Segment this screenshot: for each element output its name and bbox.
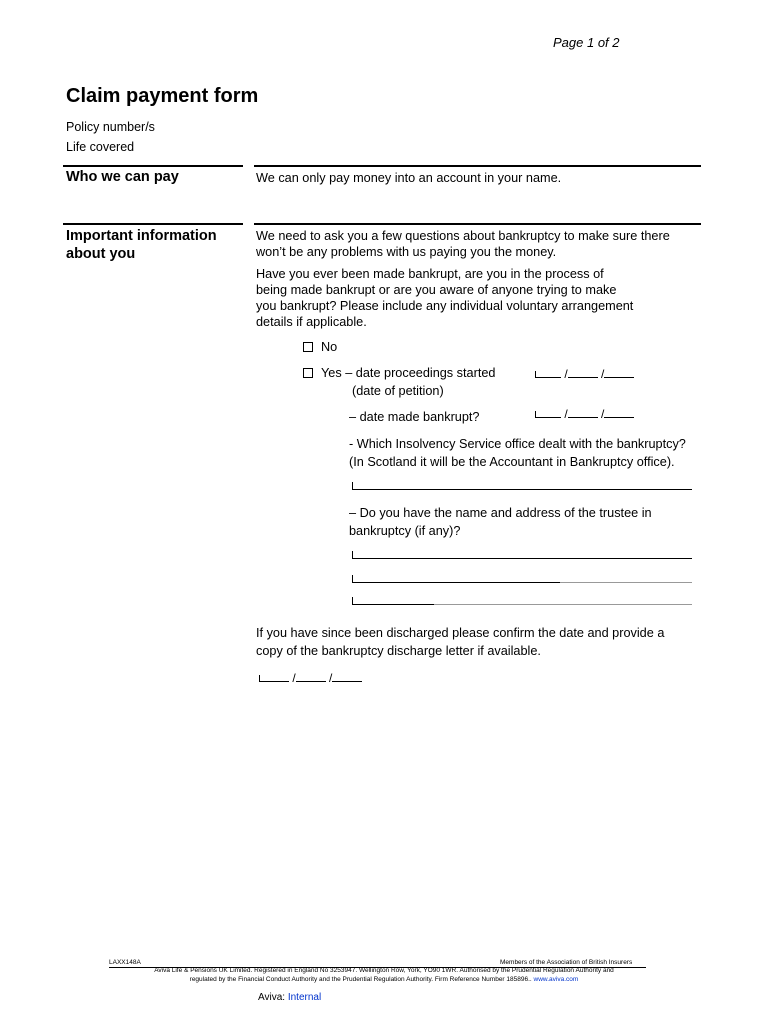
insolvency-line: (In Scotland it will be the Accountant in Bankruptcy office). bbox=[349, 455, 675, 469]
question-line: Have you ever been made bankrupt, are you in the process of bbox=[256, 267, 604, 281]
date-of-petition-label: (date of petition) bbox=[352, 384, 444, 398]
answer-tick bbox=[352, 551, 353, 558]
section-rule-right bbox=[254, 165, 701, 167]
classification-label: Aviva: bbox=[258, 992, 286, 1003]
year-segment[interactable] bbox=[604, 367, 634, 378]
bankruptcy-intro bbox=[256, 228, 670, 260]
option-no[interactable] bbox=[303, 339, 337, 355]
no-checkbox[interactable] bbox=[303, 342, 313, 352]
trustee-answer-line-2-ext bbox=[560, 582, 692, 583]
answer-tick bbox=[352, 482, 353, 489]
option-yes-label: Yes – date proceedings started bbox=[321, 366, 496, 380]
footer-legal-line1: Aviva Life & Pensions UK Limited. Registered in England No 3253947. Wellington Row, York, YO90 1WR. Authorised by the Prudential Regulation Authority and bbox=[154, 967, 614, 974]
page-number: Page 1 of 2 bbox=[553, 35, 620, 50]
date-separator: / bbox=[292, 671, 296, 685]
month-segment[interactable] bbox=[568, 367, 598, 378]
trustee-line: – Do you have the name and address of the trustee in bbox=[349, 506, 652, 520]
abi-membership: Members of the Association of British Insurers bbox=[500, 959, 633, 966]
question-line: being made bankrupt or are you aware of anyone trying to make bbox=[256, 283, 617, 297]
discharged-instruction bbox=[256, 624, 664, 660]
option-no-label: No bbox=[321, 340, 338, 354]
form-title: Claim payment form bbox=[66, 85, 259, 107]
footer-legal-line2 bbox=[0, 976, 768, 984]
answer-tick bbox=[352, 597, 353, 604]
day-segment[interactable] bbox=[535, 367, 561, 378]
date-made-bankrupt-label: – date made bankrupt? bbox=[349, 410, 480, 424]
who-we-can-pay-heading: Who we can pay bbox=[66, 169, 179, 185]
who-we-can-pay-text: We can only pay money into an account in your name. bbox=[256, 171, 562, 185]
section-rule-left-2 bbox=[63, 223, 243, 225]
trustee-answer-line-3[interactable] bbox=[352, 604, 434, 605]
date-separator: / bbox=[329, 671, 333, 685]
date-separator: / bbox=[601, 407, 605, 421]
yes-checkbox[interactable] bbox=[303, 368, 313, 378]
discharged-line: If you have since been discharged please confirm the date and provide a bbox=[256, 626, 665, 640]
website-link[interactable]: www.aviva.com bbox=[533, 976, 579, 983]
intro-line: We need to ask you a few questions about bankruptcy to make sure there bbox=[256, 229, 670, 243]
trustee-answer-line-3-ext bbox=[434, 604, 692, 605]
life-covered-label: Life covered bbox=[66, 140, 135, 154]
insolvency-question bbox=[349, 435, 686, 471]
discharge-date-field[interactable] bbox=[259, 671, 362, 685]
answer-tick bbox=[352, 575, 353, 582]
section-rule-left bbox=[63, 165, 243, 167]
option-yes[interactable] bbox=[303, 365, 495, 381]
form-code: LAXX148A bbox=[109, 959, 141, 966]
date-separator: / bbox=[601, 367, 605, 381]
trustee-question bbox=[349, 504, 652, 540]
day-segment[interactable] bbox=[535, 407, 561, 418]
year-segment[interactable] bbox=[604, 407, 634, 418]
bankruptcy-question bbox=[256, 266, 633, 330]
day-segment[interactable] bbox=[259, 671, 289, 682]
date-made-bankrupt-field[interactable] bbox=[535, 407, 634, 421]
important-info-heading bbox=[66, 227, 217, 263]
insolvency-line: - Which Insolvency Service office dealt with the bankruptcy? bbox=[349, 437, 686, 451]
question-line: you bankrupt? Please include any individual voluntary arrangement bbox=[256, 299, 634, 313]
trustee-line: bankruptcy (if any)? bbox=[349, 524, 461, 538]
important-info-heading-line1: Important information bbox=[66, 228, 217, 244]
trustee-answer-line-1[interactable] bbox=[352, 558, 692, 559]
month-segment[interactable] bbox=[296, 671, 326, 682]
month-segment[interactable] bbox=[568, 407, 598, 418]
classification bbox=[258, 992, 321, 1003]
date-separator: / bbox=[564, 407, 568, 421]
classification-value: Internal bbox=[287, 992, 322, 1003]
important-info-heading-line2: about you bbox=[66, 246, 136, 262]
footer-legal-text: regulated by the Financial Conduct Authority and the Prudential Regulation Authority. Firm Reference Number 185896.. bbox=[189, 976, 532, 983]
question-line: details if applicable. bbox=[256, 315, 367, 329]
year-segment[interactable] bbox=[332, 671, 362, 682]
section-rule-right-2 bbox=[254, 223, 701, 225]
policy-number-label: Policy number/s bbox=[66, 120, 155, 134]
discharged-line: copy of the bankruptcy discharge letter if available. bbox=[256, 644, 541, 658]
date-proceedings-field[interactable] bbox=[535, 367, 634, 381]
insolvency-office-answer-line[interactable] bbox=[352, 489, 692, 490]
date-separator: / bbox=[564, 367, 568, 381]
trustee-answer-line-2[interactable] bbox=[352, 582, 560, 583]
intro-line: won’t be any problems with us paying you the money. bbox=[256, 245, 557, 259]
